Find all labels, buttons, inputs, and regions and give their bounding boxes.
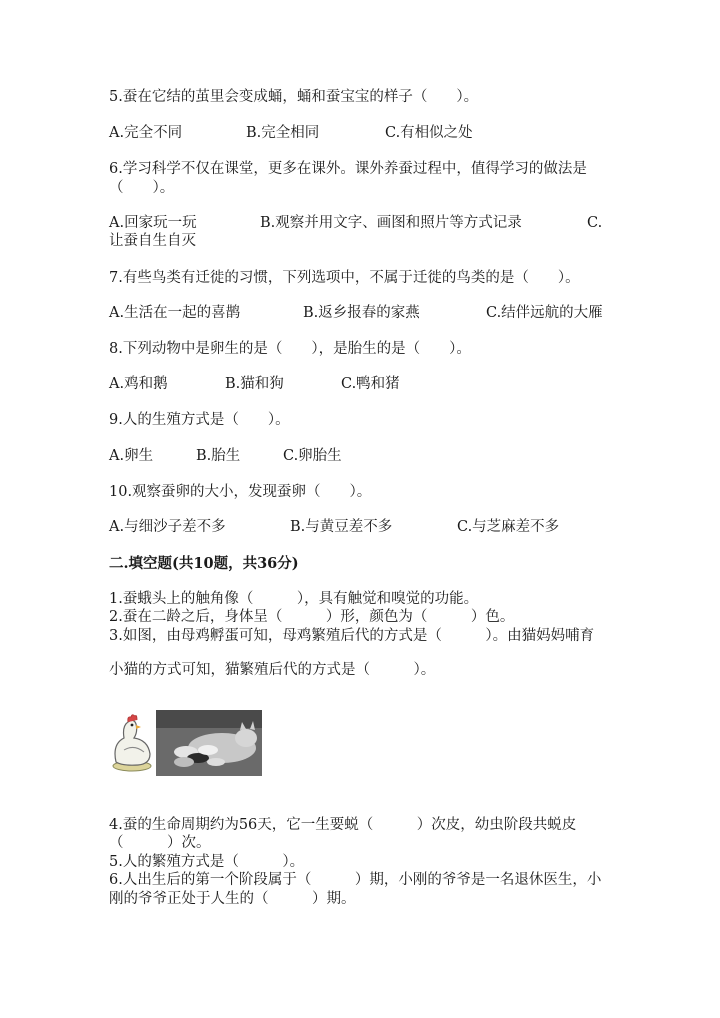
fill-5: 5.人的繁殖方式是（ ）。 xyxy=(109,854,305,870)
question-8-option-a: A.鸡和鹅 xyxy=(109,376,168,392)
question-6-stem-line-1: 6.学习科学不仅在课堂，更多在课外。课外养蚕过程中，值得学习的做法是 xyxy=(109,161,587,177)
fill-6-line-1: 6.人出生后的第一个阶段属于（ ）期，小刚的爷爷是一名退休医生，小 xyxy=(109,872,602,888)
question-10-option-a: A.与细沙子差不多 xyxy=(109,519,226,535)
question-7-option-a: A.生活在一起的喜鹊 xyxy=(109,305,241,321)
question-10-stem: 10.观察蚕卵的大小，发现蚕卵（ ）。 xyxy=(109,484,372,500)
question-8-stem: 8.下列动物中是卵生的是（ ），是胎生的是（ ）。 xyxy=(109,341,471,357)
question-6-stem-line-2: （ ）。 xyxy=(109,180,175,196)
fill-1: 1.蚕蛾头上的触角像（ ），具有触觉和嗅觉的功能。 xyxy=(109,591,479,607)
question-6-option-c-text: 让蚕自生自灭 xyxy=(109,233,196,249)
hen-illustration xyxy=(108,710,154,776)
question-10-option-c: C.与芝麻差不多 xyxy=(457,519,560,535)
fill-4-line-1: 4.蚕的生命周期约为56天，它一生要蜕（ ）次皮，幼虫阶段共蜕皮 xyxy=(109,817,577,833)
question-9-option-a: A.卵生 xyxy=(109,448,154,464)
question-5-option-a: A.完全不同 xyxy=(109,125,183,141)
question-9-stem: 9.人的生殖方式是（ ）。 xyxy=(109,412,290,428)
question-8-option-b: B.猫和狗 xyxy=(225,376,284,392)
cat-nursing-kittens-photo xyxy=(156,710,262,776)
question-5-stem: 5.蚕在它结的茧里会变成蛹，蛹和蚕宝宝的样子（ ）。 xyxy=(109,89,479,105)
question-7-stem: 7.有些鸟类有迁徙的习惯，下列选项中，不属于迁徙的鸟类的是（ ）。 xyxy=(109,270,580,286)
question-6-option-a: A.回家玩一玩 xyxy=(109,215,197,231)
fill-3-line-2: 小猫的方式可知，猫繁殖后代的方式是（ ）。 xyxy=(109,662,436,678)
question-10-option-b: B.与黄豆差不多 xyxy=(290,519,393,535)
fill-3-line-1: 3.如图，由母鸡孵蛋可知，母鸡繁殖后代的方式是（ ）。由猫妈妈哺育 xyxy=(109,628,595,644)
section-2-heading: 二.填空题(共10题，共36分) xyxy=(109,555,299,572)
question-9-option-c: C.卵胎生 xyxy=(283,448,342,464)
fill-6-line-2: 刚的爷爷正处于人生的（ ）期。 xyxy=(109,891,356,907)
question-5-option-b: B.完全相同 xyxy=(246,125,320,141)
question-7-option-c: C.结伴远航的大雁 xyxy=(486,305,603,321)
question-6-option-b: B.观察并用文字、画图和照片等方式记录 xyxy=(260,215,522,231)
fill-2: 2.蚕在二龄之后，身体呈（ ）形，颜色为（ ）色。 xyxy=(109,609,515,625)
question-7-option-b: B.返乡报春的家燕 xyxy=(303,305,420,321)
question-9-option-b: B.胎生 xyxy=(196,448,241,464)
question-5-option-c: C.有相似之处 xyxy=(385,125,473,141)
question-8-option-c: C.鸭和猪 xyxy=(341,376,400,392)
question-6-option-c-label: C. xyxy=(587,215,603,231)
fill-4-line-2: （ ）次。 xyxy=(109,835,211,851)
